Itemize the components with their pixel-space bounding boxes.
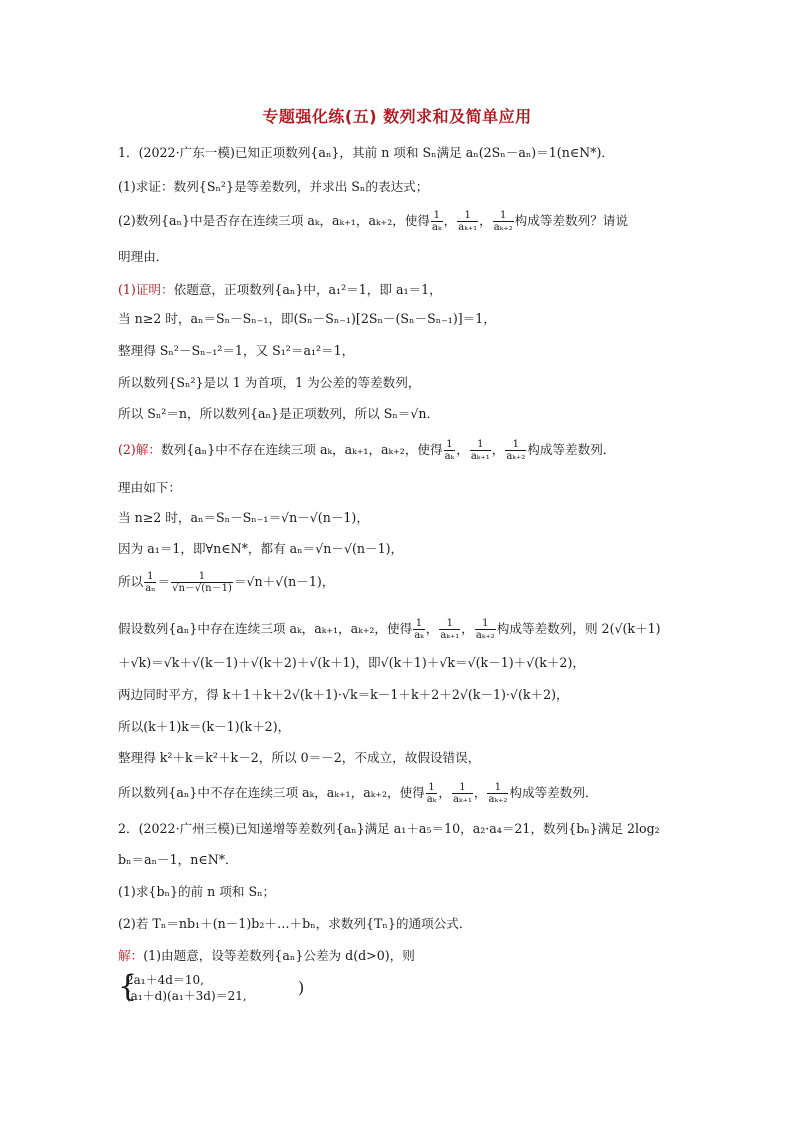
solution-line: 所以数列{aₙ}中不存在连续三项 aₖ，aₖ₊₁，aₖ₊₂，使得 $\frac{1}{\text{aₖ}}$ ， $\frac{1}{\text{aₖ₊₁}}$ ， $\frac{1}{\text{aₖ₊₂}}$ 构成等差数列． xyxy=(118,782,598,805)
fraction: $\frac{1}{\text{aₖ₊₁}}$ xyxy=(470,439,490,462)
fraction: $\frac{1}{\text{aₖ₊₂}}$ xyxy=(493,210,513,233)
problem-1-part-2-cont: 明理由． xyxy=(118,249,169,264)
fraction: $\frac{1}{\text{aₖ₊₂}}$ xyxy=(488,782,508,805)
equation-row: (a₁＋d)(a₁＋3d)＝21, xyxy=(126,989,247,1003)
solution-label: (2)解： xyxy=(118,442,162,457)
fraction: $\frac{1}{\text{aₖ₊₁}}$ xyxy=(458,210,478,233)
problem-2-part-2: (2)若 Tₙ＝nb₁＋(n－1)b₂＋…＋bₙ，求数列{Tₙ}的通项公式． xyxy=(118,916,472,931)
solution-line: 理由如下： xyxy=(118,480,181,495)
proof-line: 所以 Sₙ²＝n，所以数列{aₙ}是正项数列，所以 Sₙ＝√n． xyxy=(118,406,440,421)
proof-line: 整理得 Sₙ²－Sₙ₋₁²＝1，又 S₁²＝a₁²＝1， xyxy=(118,343,355,358)
fraction: $\frac{1}{\text{aₖ₊₂}}$ xyxy=(506,439,526,462)
equation-system xyxy=(118,970,688,1010)
solution-line: (2)解：数列{aₙ}中不存在连续三项 aₖ，aₖ₊₁，aₖ₊₂，使得 $\frac{1}{\text{aₖ}}$ ， $\frac{1}{\text{aₖ₊₁}}$ ， $\frac{1}{\text{aₖ₊₂}}$ 构成等差数列． xyxy=(118,439,616,462)
proof-label: (1)证明： xyxy=(118,282,174,297)
fraction: $\frac{1}{\text{aₖ}}$ xyxy=(426,782,437,805)
solution-line: 两边同时平方，得 k＋1＋k＋2√(k＋1)·√k＝k－1＋k＋2＋2√(k－1)·√(k＋2)， xyxy=(118,687,569,702)
fraction: $\frac{1}{√n-√(n-1)}$ xyxy=(172,571,232,594)
solution-line: 所以(k＋1)k＝(k－1)(k＋2)， xyxy=(118,719,291,734)
solution-line: 因为 a₁＝1，即∀n∈N*，都有 aₙ＝√n－√(n－1)， xyxy=(118,541,404,556)
fraction: $\frac{1}{\text{aₖ}}$ xyxy=(444,439,455,462)
problem-2-stem-cont: bₙ＝aₙ－1，n∈N*． xyxy=(118,852,238,867)
fraction: $\frac{1}{\text{aₖ}}$ xyxy=(414,618,424,641)
solution-line: 整理得 k²＋k＝k²＋k－2，所以 0＝－2，不成立，故假设错误， xyxy=(118,750,481,765)
fraction: $\frac{1}{\text{aₖ₊₂}}$ xyxy=(475,618,495,641)
paren-close: ) xyxy=(298,978,305,997)
problem-1-stem: 1．(2022·广东一模)已知正项数列{aₙ}，其前 n 项和 Sₙ满足 aₙ(2Sₙ－aₙ)＝1(n∈N*)． xyxy=(118,145,614,160)
fraction: $\frac{1}{\text{aₖ₊₁}}$ xyxy=(452,782,472,805)
solution-label: 解： xyxy=(118,948,144,963)
proof-line: 所以数列{Sₙ²}是以 1 为首项，1 为公差的等差数列， xyxy=(118,375,421,390)
solution-line: 当 n≥2 时，aₙ＝Sₙ－Sₙ₋₁＝√n－√(n－1)， xyxy=(118,510,369,525)
brace: { xyxy=(118,969,138,1004)
proof-line: (1)证明：依题意，正项数列{aₙ}中，a₁²＝1，即 a₁＝1， xyxy=(118,282,442,297)
solution-line: 所以 $\frac{1}{\text{aₙ}}$ ＝ $\frac{1}{√n-√(n-1)}$ ＝√n＋√(n－1)， xyxy=(118,571,335,594)
page-title: 专题强化练(五) 数列求和及简单应用 xyxy=(262,107,532,126)
problem-2-stem: 2．(2022·广州三模)已知递增等差数列{aₙ}满足 a₁＋a₅＝10，a₂·a₄＝21，数列{bₙ}满足 2log₂ xyxy=(118,821,660,836)
problem-1-part-2: (2)数列{aₙ}中是否存在连续三项 aₖ，aₖ₊₁，aₖ₊₂，使得 $\frac{1}{\text{aₖ}}$ ， $\frac{1}{\text{aₖ₊₁}}$ ， $\frac{1}{\text{aₖ₊₂}}$ 构成等差数列？请说 xyxy=(118,210,628,233)
proof-line: 当 n≥2 时，aₙ＝Sₙ－Sₙ₋₁，即(Sₙ－Sₙ₋₁)[2Sₙ－(Sₙ－Sₙ₋₁)]＝1， xyxy=(118,311,496,326)
fraction: $\frac{1}{\text{aₙ}}$ xyxy=(145,571,156,594)
fraction: $\frac{1}{\text{aₖ₊₁}}$ xyxy=(440,618,460,641)
problem-2-part-1: (1)求{bₙ}的前 n 项和 Sₙ； xyxy=(118,884,276,899)
solution-line: 假设数列{aₙ}中存在连续三项 aₖ，aₖ₊₁，aₖ₊₂，使得 $\frac{1}{\text{aₖ}}$ ， $\frac{1}{\text{aₖ₊₁}}$ ， $\frac{1}{\text{aₖ₊₂}}$ 构成等差数列，则 2(√(k＋1) xyxy=(118,618,661,641)
solution-line: 解：(1)由题意，设等差数列{aₙ}公差为 d(d>0)，则 xyxy=(118,948,415,963)
fraction: $\frac{1}{\text{aₖ}}$ xyxy=(432,210,442,233)
solution-line: ＋√k)＝√k＋√(k－1)＋√(k＋2)＋√(k＋1)，即√(k＋1)＋√k＝√(k－1)＋√(k＋2)， xyxy=(118,655,585,670)
equation-row: 2a₁＋4d＝10, xyxy=(126,973,205,987)
problem-1-part-1: (1)求证：数列{Sₙ²}是等差数列，并求出 Sₙ的表达式； xyxy=(118,179,429,194)
